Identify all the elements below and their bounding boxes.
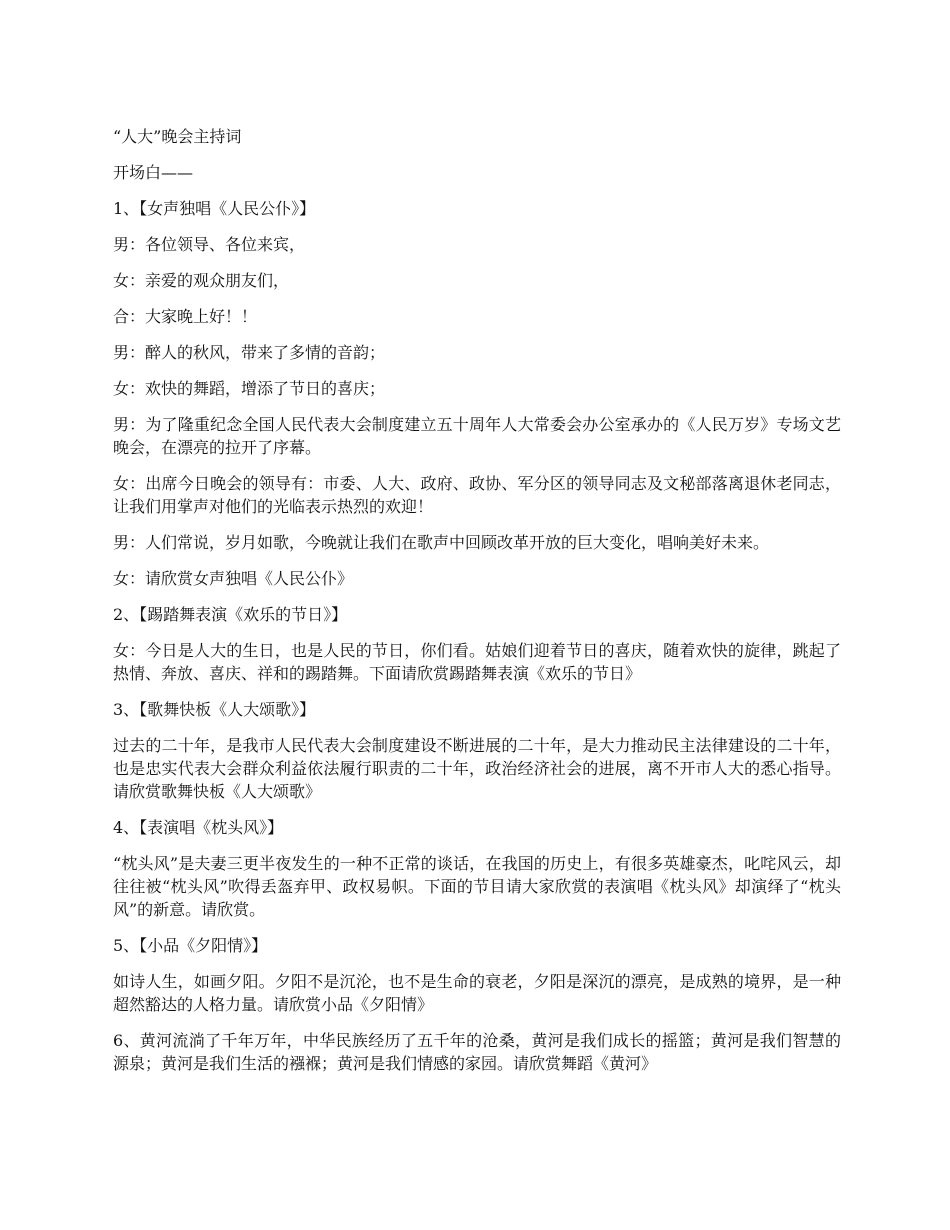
script-line: 女：出席今日晚会的领导有：市委、人大、政府、政协、军分区的领导同志及文秘部落离退休老同志，让我们用掌声对他们的光临表示热烈的欢迎！	[113, 474, 841, 516]
script-line: 女：亲爱的观众朋友们，	[113, 271, 290, 290]
document-title: “人大”晚会主持词	[113, 127, 242, 146]
program-item-6: 6、黄河流淌了千年万年，中华民族经历了五千年的沧桑，黄河是我们成长的摇篮；黄河是我们智慧的源泉；黄河是我们生活的襁褓；黄河是我们情感的家园。请欣赏舞蹈《黄河》	[113, 1031, 841, 1073]
script-line: 男：各位领导、各位来宾，	[113, 235, 306, 254]
script-line: 合：大家晚上好！！	[113, 307, 258, 326]
script-line: 过去的二十年，是我市人民代表大会制度建设不断进展的二十年，是大力推动民主法律建设的二十年，也是忠实代表大会群众利益依法履行职责的二十年，政治经济社会的进展，离不开市人大的悉心指导。请欣赏歌舞快板《人大颂歌》	[113, 736, 841, 801]
script-line: 男：为了隆重纪念全国人民代表大会制度建立五十周年人大常委会办公室承办的《人民万岁》专场文艺晚会，在漂亮的拉开了序幕。	[113, 415, 841, 457]
script-line: 男：醉人的秋风，带来了多情的音韵；	[113, 343, 386, 362]
program-heading-1: 1、【女声独唱《人民公仆》】	[113, 199, 316, 218]
script-line: 男：人们常说，岁月如歌，今晚就让我们在歌声中回顾改革开放的巨大变化，唱响美好未来。	[113, 533, 770, 552]
section-heading-opening: 开场白——	[113, 163, 194, 182]
program-heading-2: 2、【踢踏舞表演《欢乐的节日》】	[113, 605, 348, 624]
script-line: 女：欢快的舞蹈，增添了节日的喜庆；	[113, 379, 386, 398]
script-line: 如诗人生，如画夕阳。夕阳不是沉沦，也不是生命的衰老，夕阳是深沉的漂亮，是成熟的境界，是一种超然豁达的人格力量。请欣赏小品《夕阳情》	[113, 972, 841, 1014]
script-line: 女：今日是人大的生日，也是人民的节日，你们看。姑娘们迎着节日的喜庆，随着欢快的旋律，跳起了热情、奔放、喜庆、祥和的踢踏舞。下面请欣赏踢踏舞表演《欢乐的节日》	[113, 641, 841, 683]
document-body	[113, 125, 841, 1088]
script-line: “枕头风”是夫妻三更半夜发生的一种不正常的谈话，在我国的历史上，有很多英雄豪杰，叱咤风云，却往往被“枕头风”吹得丢盔弃甲、政权易帜。下面的节目请大家欣赏的表演唱《枕头风》却演绎了“枕头风”的新意。请欣赏。	[113, 854, 841, 919]
script-line: 女：请欣赏女声独唱《人民公仆》	[113, 569, 354, 588]
program-heading-5: 5、【小品《夕阳情》】	[113, 936, 268, 955]
program-heading-4: 4、【表演唱《枕头风》】	[113, 818, 284, 837]
program-heading-3: 3、【歌舞快板《人大颂歌》】	[113, 700, 316, 719]
